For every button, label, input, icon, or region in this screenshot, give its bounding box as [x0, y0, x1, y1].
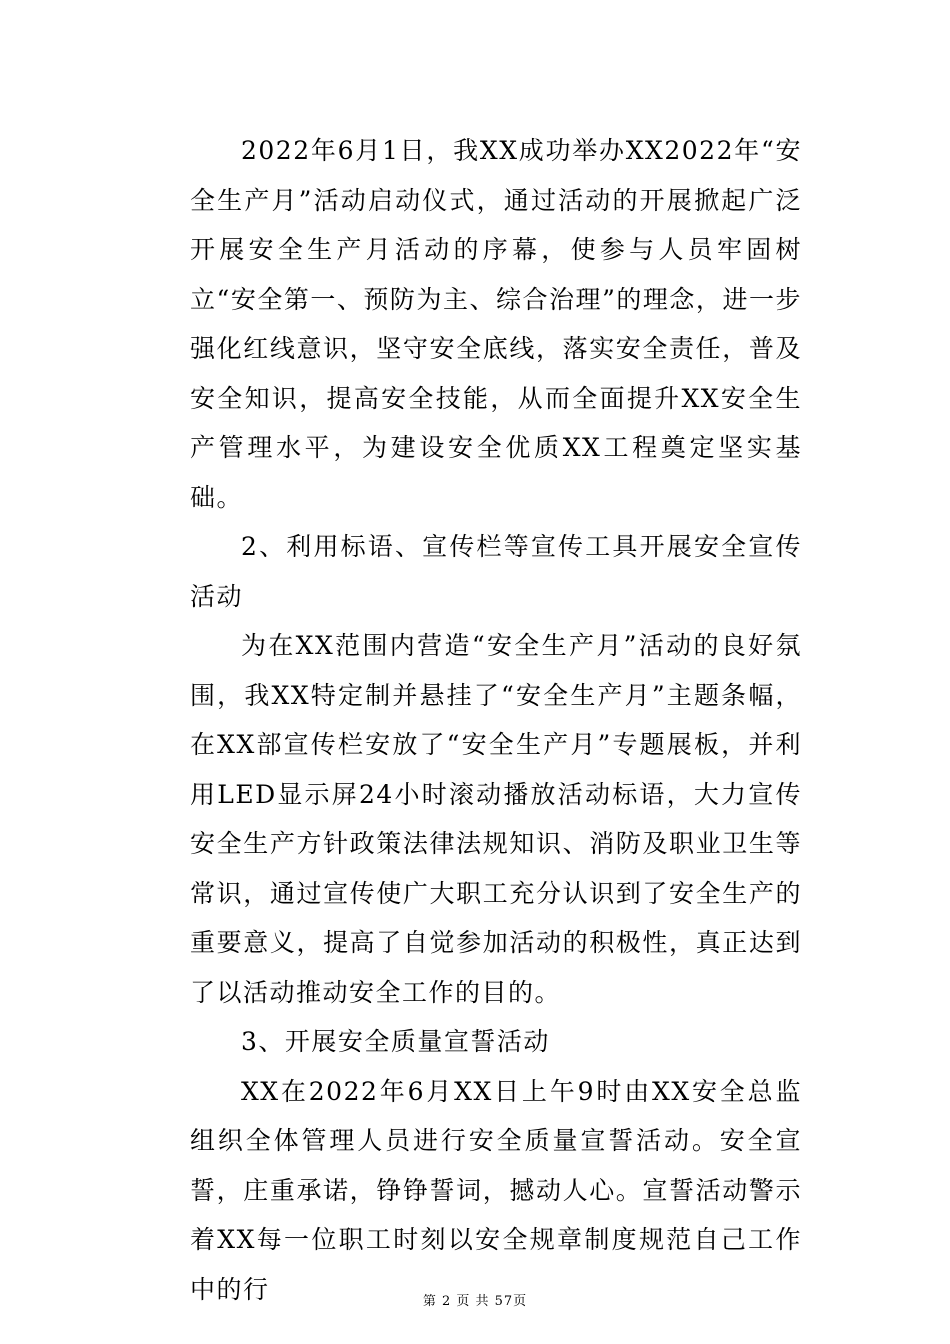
- section-heading-promotion: 2、利用标语、宣传栏等宣传工具开展安全宣传活动: [190, 532, 802, 611]
- section-heading-oath: 3、开展安全质量宣誓活动: [241, 1027, 550, 1056]
- page-number-footer: 第 2 页 共 57页: [422, 1294, 528, 1309]
- paragraph-promotion: 为在XX范围内营造“安全生产月”活动的良好氛围，我XX特定制并悬挂了“安全生产月”主题条幅，在XX部宣传栏安放了“安全生产月”专题展板，并利用LED显示屏24小时滚动播放活动标语，大力宣传安全生产方针政策法律法规知识、消防及职业卫生等常识，通过宣传使广大职工充分认识到了安全生产的重要意义，提高了自觉参加活动的积极性，真正达到了以活动推动安全工作的目的。: [190, 631, 802, 1007]
- document-body: [190, 126, 802, 1314]
- paragraph-launch-ceremony: 2022年6月1日，我XX成功举办XX2022年“安全生产月”活动启动仪式，通过活动的开展掀起广泛开展安全生产月活动的序幕，使参与人员牢固树立“安全第一、预防为主、综合治理”的理念，进一步强化红线意识，坚守安全底线，落实安全责任，普及安全知识，提高安全技能，从而全面提升XX安全生产管理水平，为建设安全优质XX工程奠定坚实基础。: [190, 136, 802, 512]
- paragraph-oath: XX在2022年6月XX日上午9时由XX安全总监组织全体管理人员进行安全质量宣誓活动。安全宣誓，庄重承诺，铮铮誓词，撼动人心。宣誓活动警示着XX每一位职工时刻以安全规章制度规范自己工作中的行: [190, 1076, 802, 1304]
